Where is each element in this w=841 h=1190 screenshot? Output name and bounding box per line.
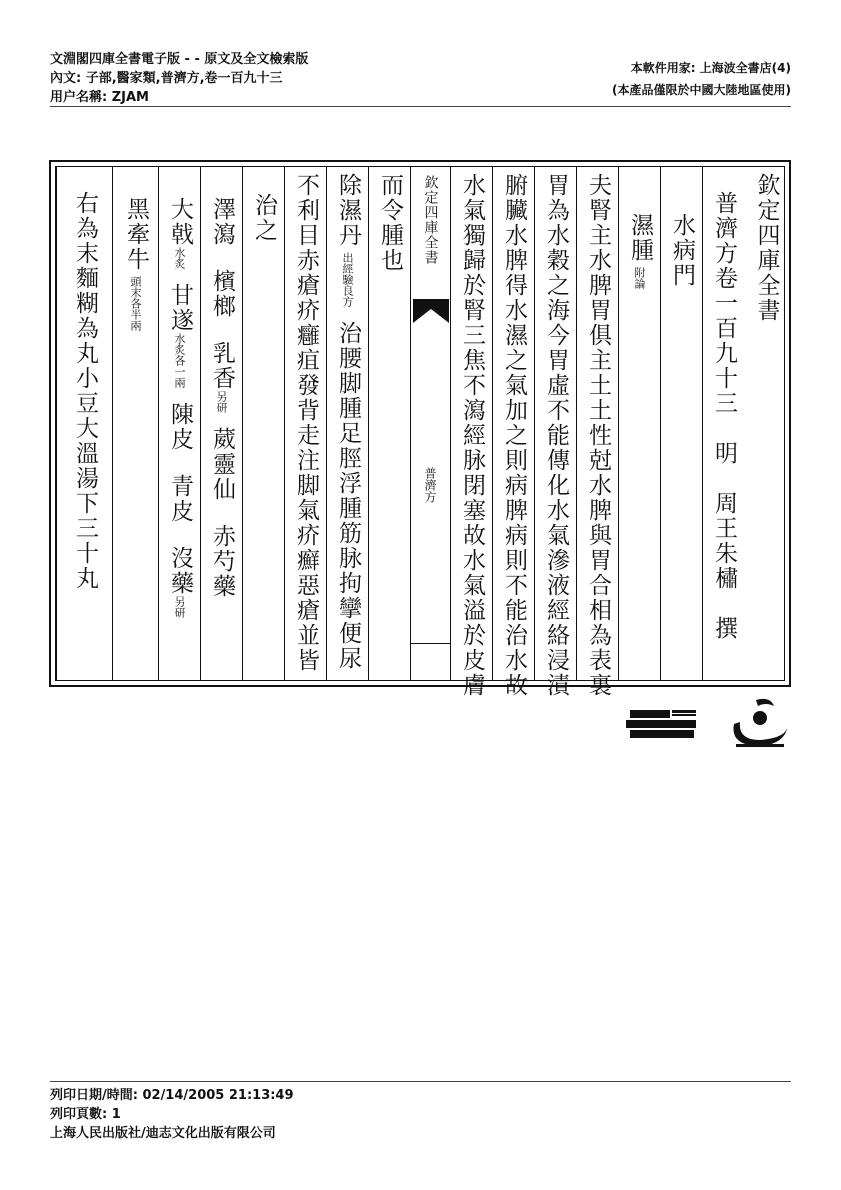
header-content-path: 內文: 子部,醫家類,普濟方,卷一百九十三: [50, 71, 283, 86]
column-body: [284, 167, 326, 680]
column-section-wrap: [619, 213, 660, 289]
margin-section: 普濟方: [423, 467, 437, 503]
ingredients-wrap: [201, 197, 242, 599]
ingredient: 澤瀉: [209, 197, 235, 247]
column-text: 不利目赤瘡疥癰疽發背走注脚氣疥癬惡瘡並皆: [293, 173, 319, 673]
print-page-count: 列印頁數: 1: [50, 1107, 121, 1122]
ingredient: 陳皮: [167, 402, 193, 452]
column-text: 水病門: [669, 213, 695, 288]
column-text: 右為末麵糊為丸小豆大溫湯下三十丸: [72, 191, 98, 591]
header-edition: 文淵閣四庫全書電子版 - - 原文及全文檢索版: [50, 52, 309, 67]
license-holder: 本軟件用家: 上海波全書店(4): [630, 61, 791, 75]
column-text: 而令腫也: [377, 173, 403, 273]
section-title: 濕腫: [627, 213, 653, 263]
ingredient: 葳靈仙: [209, 427, 235, 502]
column-text: 普濟方卷一百九十三 明 周王朱橚 撰: [711, 191, 737, 641]
column-ingredients: [112, 167, 158, 680]
ingredient-note: 另研: [215, 391, 228, 413]
emblem-logo-icon: [726, 694, 792, 750]
recipe-name: 除濕丹: [335, 173, 361, 248]
recipe-indication: 治腰脚腫足脛浮腫筋脉拘攣便尿: [335, 321, 361, 671]
ingredient: 大戟: [167, 197, 193, 247]
ingredient: 檳榔: [209, 269, 235, 319]
column-body: [534, 167, 576, 698]
header-license: [612, 57, 791, 101]
column-text: 胃為水穀之海今胃虛不能傳化水氣滲液經絡浸漬: [543, 173, 569, 698]
column-text: 治之: [251, 193, 277, 243]
fish-tail-mark-icon: [413, 299, 449, 323]
ingredient: 赤芍藥: [209, 524, 235, 599]
book-page: [49, 160, 791, 698]
column-text: 夫腎主水脾胃俱主土土性尅水脾與胃合相為表裏: [585, 173, 611, 698]
ingredient: 青皮: [167, 474, 193, 524]
column-body: [576, 167, 618, 698]
column-text: 水氣獨歸於腎三焦不瀉經脉閉塞故水氣溢於皮膚: [459, 173, 485, 698]
publisher-logo-icon: [626, 706, 698, 742]
column-section: [618, 167, 660, 680]
margin-title: 欽定四庫全書: [422, 175, 439, 265]
ingredient-note: 另研: [173, 596, 186, 618]
column-book-title: [744, 167, 788, 680]
ingredient-note: 頭末各半兩: [129, 276, 142, 331]
footer-info: [50, 1086, 294, 1143]
book-page-inner: [55, 166, 785, 698]
column-body: [368, 167, 410, 680]
header-info: [50, 50, 308, 107]
ingredient: 黑牽牛: [123, 197, 149, 272]
header-username: 用户名稱: ZJAM: [50, 90, 149, 105]
page-margin-center: [410, 167, 450, 680]
ingredients-wrap: [159, 197, 200, 618]
column-volume-title: [702, 167, 744, 680]
column-body: [492, 167, 534, 698]
ingredient: 沒藥: [167, 546, 193, 596]
recipe-source-note: 出經驗良方: [341, 252, 354, 307]
column-recipe-title: [326, 167, 368, 680]
ingredient-note: 水炙: [173, 247, 186, 269]
header-divider: [50, 106, 791, 107]
column-text: 欽定四庫全書: [753, 173, 780, 323]
column-body: [56, 167, 112, 680]
footer-divider: [50, 1081, 791, 1082]
column-body: [242, 167, 284, 680]
column-ingredients: [158, 167, 200, 680]
column-body: [450, 167, 492, 698]
ingredient-note: 水炙各一兩: [173, 333, 186, 388]
ingredient: 甘遂: [167, 283, 193, 333]
column-text: 腑臟水脾得水濕之氣加之則病脾病則不能治水故: [501, 173, 527, 698]
column-recipe-wrap: [327, 173, 368, 671]
license-restriction: (本產品僅限於中國大陸地區使用): [612, 83, 791, 97]
publisher: 上海人民出版社/迪志文化出版有限公司: [50, 1126, 276, 1141]
section-note: 附論: [633, 267, 646, 289]
ingredients-wrap: [113, 197, 158, 331]
column-ingredients: [200, 167, 242, 680]
column-chapter: [660, 167, 702, 680]
print-datetime: 列印日期/時間: 02/14/2005 21:13:49: [50, 1088, 294, 1103]
ingredient: 乳香: [209, 341, 235, 391]
margin-divider: [411, 643, 450, 644]
